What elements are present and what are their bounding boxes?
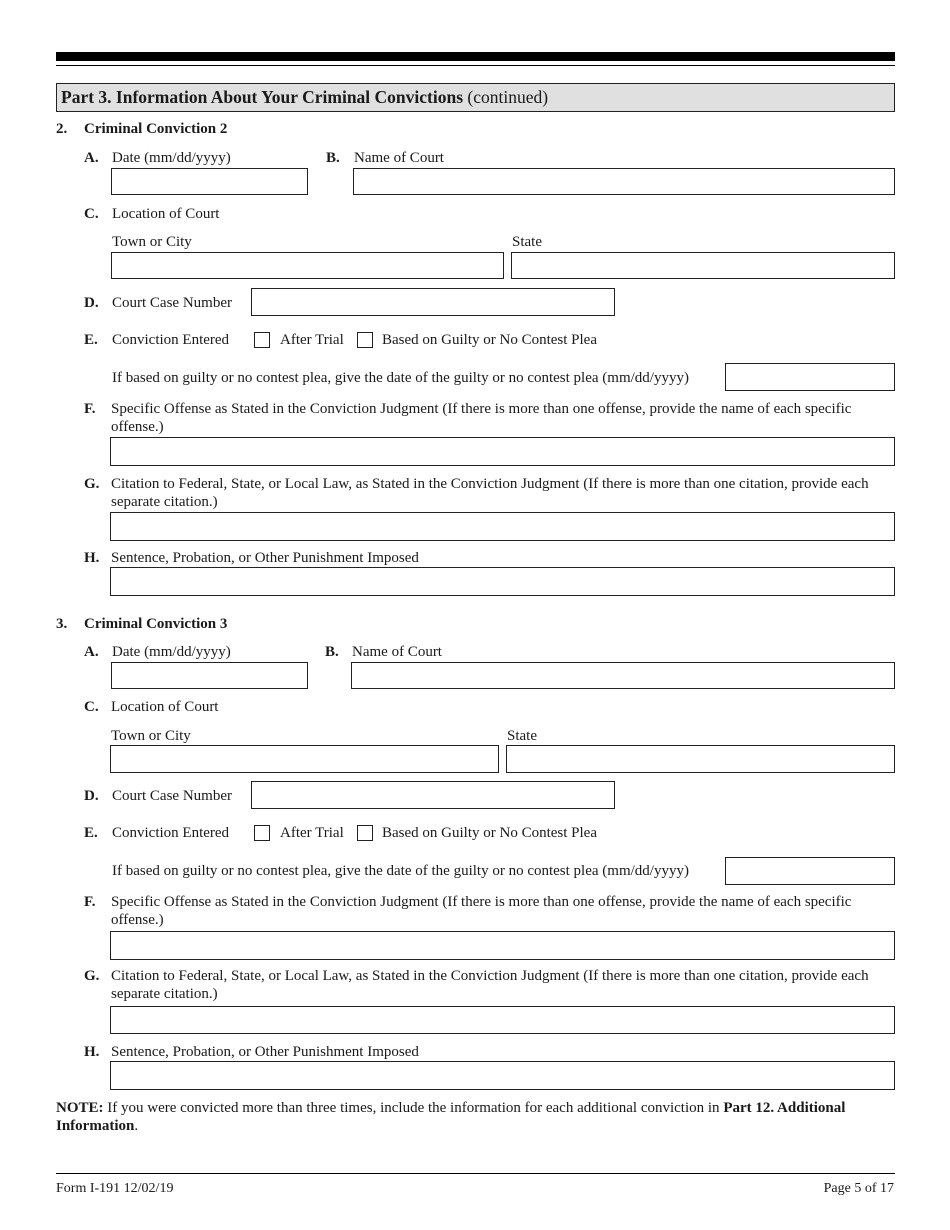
note-reference: Part 12. Additional Information xyxy=(56,1100,846,1134)
case-number-label: Court Case Number xyxy=(112,788,232,804)
conviction-2-plea-checkbox[interactable] xyxy=(357,332,373,348)
conviction-3-number: 3. xyxy=(56,616,68,632)
page-number: Page 5 of 17 xyxy=(823,1181,894,1196)
item-h-letter: H. xyxy=(84,550,100,566)
offense-label: Specific Offense as Stated in the Conviction Judgment (If there is more than one offense, provide the name of each specific offense.) xyxy=(111,401,852,435)
note-label: NOTE: xyxy=(56,1100,104,1116)
citation-label: Citation to Federal, State, or Local Law, as Stated in the Conviction Judgment (If there is more than one citation, provide each separate citation.) xyxy=(111,476,869,510)
court-name-label: Name of Court xyxy=(354,150,444,166)
item-g-letter: G. xyxy=(84,968,100,984)
after-trial-label: After Trial xyxy=(280,332,344,348)
citation-label: Citation to Federal, State, or Local Law, as Stated in the Conviction Judgment (If there is more than one citation, provide each separate citation.) xyxy=(111,968,869,1002)
item-d-letter: D. xyxy=(84,295,99,311)
item-f-letter: F. xyxy=(84,401,96,417)
conviction-2-citation-input[interactable] xyxy=(110,512,895,541)
location-label: Location of Court xyxy=(112,206,220,222)
item-b-letter: B. xyxy=(326,150,340,166)
conviction-3-title: Criminal Conviction 3 xyxy=(84,616,228,632)
conviction-3-sentence-input[interactable] xyxy=(110,1061,895,1090)
conviction-3-after-trial-checkbox[interactable] xyxy=(254,825,270,841)
footer-rule xyxy=(56,1173,895,1174)
item-a-letter: A. xyxy=(84,644,99,660)
item-c-letter: C. xyxy=(84,206,99,222)
item-b-letter: B. xyxy=(325,644,339,660)
item-g-letter: G. xyxy=(84,476,100,492)
conviction-2-number: 2. xyxy=(56,121,68,137)
plea-label: Based on Guilty or No Contest Plea xyxy=(382,332,597,348)
sentence-label: Sentence, Probation, or Other Punishment Imposed xyxy=(111,1044,419,1060)
plea-label: Based on Guilty or No Contest Plea xyxy=(382,825,597,841)
item-f-letter: F. xyxy=(84,894,96,910)
item-e-letter: E. xyxy=(84,332,98,348)
item-c-letter: C. xyxy=(84,699,99,715)
item-a-letter: A. xyxy=(84,150,99,166)
conviction-entered-label: Conviction Entered xyxy=(112,332,230,348)
conviction-3-plea-checkbox[interactable] xyxy=(357,825,373,841)
conviction-2-court-name-input[interactable] xyxy=(353,168,895,195)
conviction-3-court-name-input[interactable] xyxy=(351,662,895,689)
town-label: Town or City xyxy=(112,234,192,250)
conviction-2-town-input[interactable] xyxy=(111,252,504,279)
conviction-2-title: Criminal Conviction 2 xyxy=(84,121,228,137)
town-label: Town or City xyxy=(111,728,191,744)
top-thick-rule xyxy=(56,52,895,61)
conviction-2-after-trial-checkbox[interactable] xyxy=(254,332,270,348)
conviction-2-sentence-input[interactable] xyxy=(110,567,895,596)
state-label: State xyxy=(507,728,537,744)
conviction-3-case-number-input[interactable] xyxy=(251,781,615,809)
conviction-3-offense-input[interactable] xyxy=(110,931,895,960)
court-name-label: Name of Court xyxy=(352,644,442,660)
conviction-entered-label: Conviction Entered xyxy=(112,825,230,841)
location-label: Location of Court xyxy=(111,699,219,715)
state-label: State xyxy=(512,234,542,250)
note-paragraph xyxy=(56,1099,896,1135)
form-id: Form I-191 12/02/19 xyxy=(56,1181,174,1196)
item-h-letter: H. xyxy=(84,1044,100,1060)
note-end: . xyxy=(134,1118,139,1134)
conviction-2-plea-date-input[interactable] xyxy=(725,363,895,391)
part-title: Part 3. Information About Your Criminal Convictions xyxy=(61,87,464,107)
conviction-3-citation-input[interactable] xyxy=(110,1006,895,1034)
part-suffix: (continued) xyxy=(463,87,549,107)
item-d-letter: D. xyxy=(84,788,99,804)
plea-date-label: If based on guilty or no contest plea, give the date of the guilty or no contest plea (mm/dd/yyyy) xyxy=(112,863,689,879)
item-e-letter: E. xyxy=(84,825,98,841)
after-trial-label: After Trial xyxy=(280,825,344,841)
conviction-3-date-input[interactable] xyxy=(111,662,308,689)
conviction-3-town-input[interactable] xyxy=(110,745,499,773)
sentence-label: Sentence, Probation, or Other Punishment Imposed xyxy=(111,550,419,566)
case-number-label: Court Case Number xyxy=(112,295,232,311)
date-label: Date (mm/dd/yyyy) xyxy=(112,644,231,660)
conviction-2-offense-input[interactable] xyxy=(110,437,895,466)
note-text: If you were convicted more than three times, include the information for each additional conviction in xyxy=(103,1100,724,1116)
plea-date-label: If based on guilty or no contest plea, give the date of the guilty or no contest plea (mm/dd/yyyy) xyxy=(112,370,689,386)
conviction-3-plea-date-input[interactable] xyxy=(725,857,895,885)
conviction-2-state-input[interactable] xyxy=(511,252,895,279)
top-thin-rule xyxy=(56,65,895,66)
part-header xyxy=(56,83,895,112)
conviction-2-case-number-input[interactable] xyxy=(251,288,615,316)
offense-label: Specific Offense as Stated in the Conviction Judgment (If there is more than one offense, provide the name of each specific offense.) xyxy=(111,894,852,928)
date-label: Date (mm/dd/yyyy) xyxy=(112,150,231,166)
conviction-3-state-input[interactable] xyxy=(506,745,895,773)
conviction-2-date-input[interactable] xyxy=(111,168,308,195)
